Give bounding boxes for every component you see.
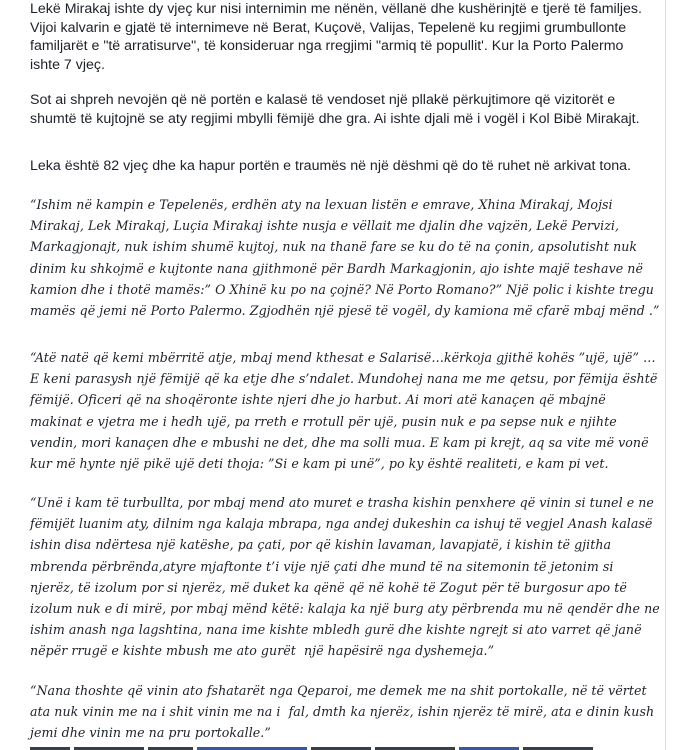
paragraph-intro: Lekë Mirakaj ishte dy vjeç kur nisi internimin me nënën, vëllanë dhe kushërinjtë e tjerë të familjes. Vijoi kalvarin e gjatë të internimeve në Berat, Kuçovë, Valijas, Tepelenë ku regjimi grumbullonte familjarët e "të arratisurve", të konsideruar nga rregjimi "armiq të popullit'. Kur la Porto Palermo ishte 7 vjeç. — [30, 1, 642, 74]
testimony-quote-castle: “Unë i kam të turbullta, por mbaj mend ato muret e trasha kishin penxhere që vinin si tunel e ne fëmijët luanim aty, dilnim nga kalaja mbrapa, nga andej dukeshin ca ishuj të vegjel Anash kalasë ishin disa ndërtesa një katëshe, pa çati, por që kishin lavaman, lavapjatë, i kishin të gjitha mbrenda përbrënda,atyre mjaftonte t’i vije një çati dhe mund të na sitemonin të jetonim si njerëz, të izolum por si njerëz, më duket ka qënë që në kohë të Zogut për të burgosur apo të izolum nuk e di mirë, por mbaj mënd këtë: kalaja ka një burg aty përbrenda mu në qendër dhe ne ishim anash nga lagshtina, nana ime kishte mbledh gurë dhe kishte ngrejt si ato varret që janë nëpër rrugë e kishte mbush me ato gurët një hapësirë nga dyshemeja.” — [30, 495, 664, 659]
paragraph-memorial: Sot ai shpreh nevojën që në portën e kalasë të vendoset një pllakë përkujtimore që vizitorët e shumtë të kujtojnë se aty regjimi mbylli fëmijë dhe gra. Ai ishte djali më i vogël i Kol Bibë Mirakajt. — [30, 92, 640, 127]
truncated-next-line — [30, 744, 650, 750]
testimony-quote-thirst: “Atë natë që kemi mbërritë atje, mbaj mend kthesat e Salarisë…kërkoja gjithë kohës ”ujë, ujë” … E keni parasysh një fëmijë që ka etje dhe s’ndalet. Mundohej nana me me qetsu, por fëmija është fëmijë. Oficeri që na shoqëronte ishte njeri dhe jo harbut. Ai mori atë kanaçen që mbajnë makinat e vjetra me i hedh ujë, pa rreth e rrotull për ujë, pusin nuk e pa sepse nuk e njihte vendin, mori kanaçen dhe e mbushi ne det, dhe ma solli mua. E kam pi krejt, aq sa vite më vonë kur më hynte një pikë ujë deti thoja: ”Si e kam pi unë”, po ky është realiteti, e kam pi vet. — [30, 350, 662, 472]
paragraph-testimony-intro: Leka është 82 vjeç dhe ka hapur portën e traumës në një dëshmi që do të ruhet në arkivat tona. — [30, 158, 631, 174]
testimony-quote-tepelena: “Ishim në kampin e Tepelenës, erdhën aty na lexuan listën e emrave, Xhina Mirakaj, Mojsi Mirakaj, Lek Mirakaj, Luçia Mirakaj ishte nusja e vëllait me djalin dhe vajzën, Lekë Pervizi, Markagjonajt, nuk ishim shumë kujtoj, nuk na thanë fare se ku do të na çonin, apsolutisht nuk dinim ku shkojmë e kujtonte nana gjithmonë për Bardh Markagjonin, ajo ishte majë teshave në kamion dhe i thotë mamës:” O Xhinë ku po na çojnë? Në Porto Romano?” Një polic i kishte tregu mamës që jemi në Porto Palermo. Zgjodhën një pjesë të vogël, dy kamiona më cfarë mbaj mënd .” — [30, 197, 660, 319]
column-divider — [665, 0, 666, 750]
testimony-quote-oranges: “Nana thoshte që vinin ato fshatarët nga Qeparoi, me demek me na shit portokalle, në të vërtet ata nuk vinin me na i shit vinin me na i fal, dmth ka njerëz, ishin njerëz të mirë, ata e dinin kush jemi dhe vinin me na pru portokalle.” — [30, 683, 659, 741]
